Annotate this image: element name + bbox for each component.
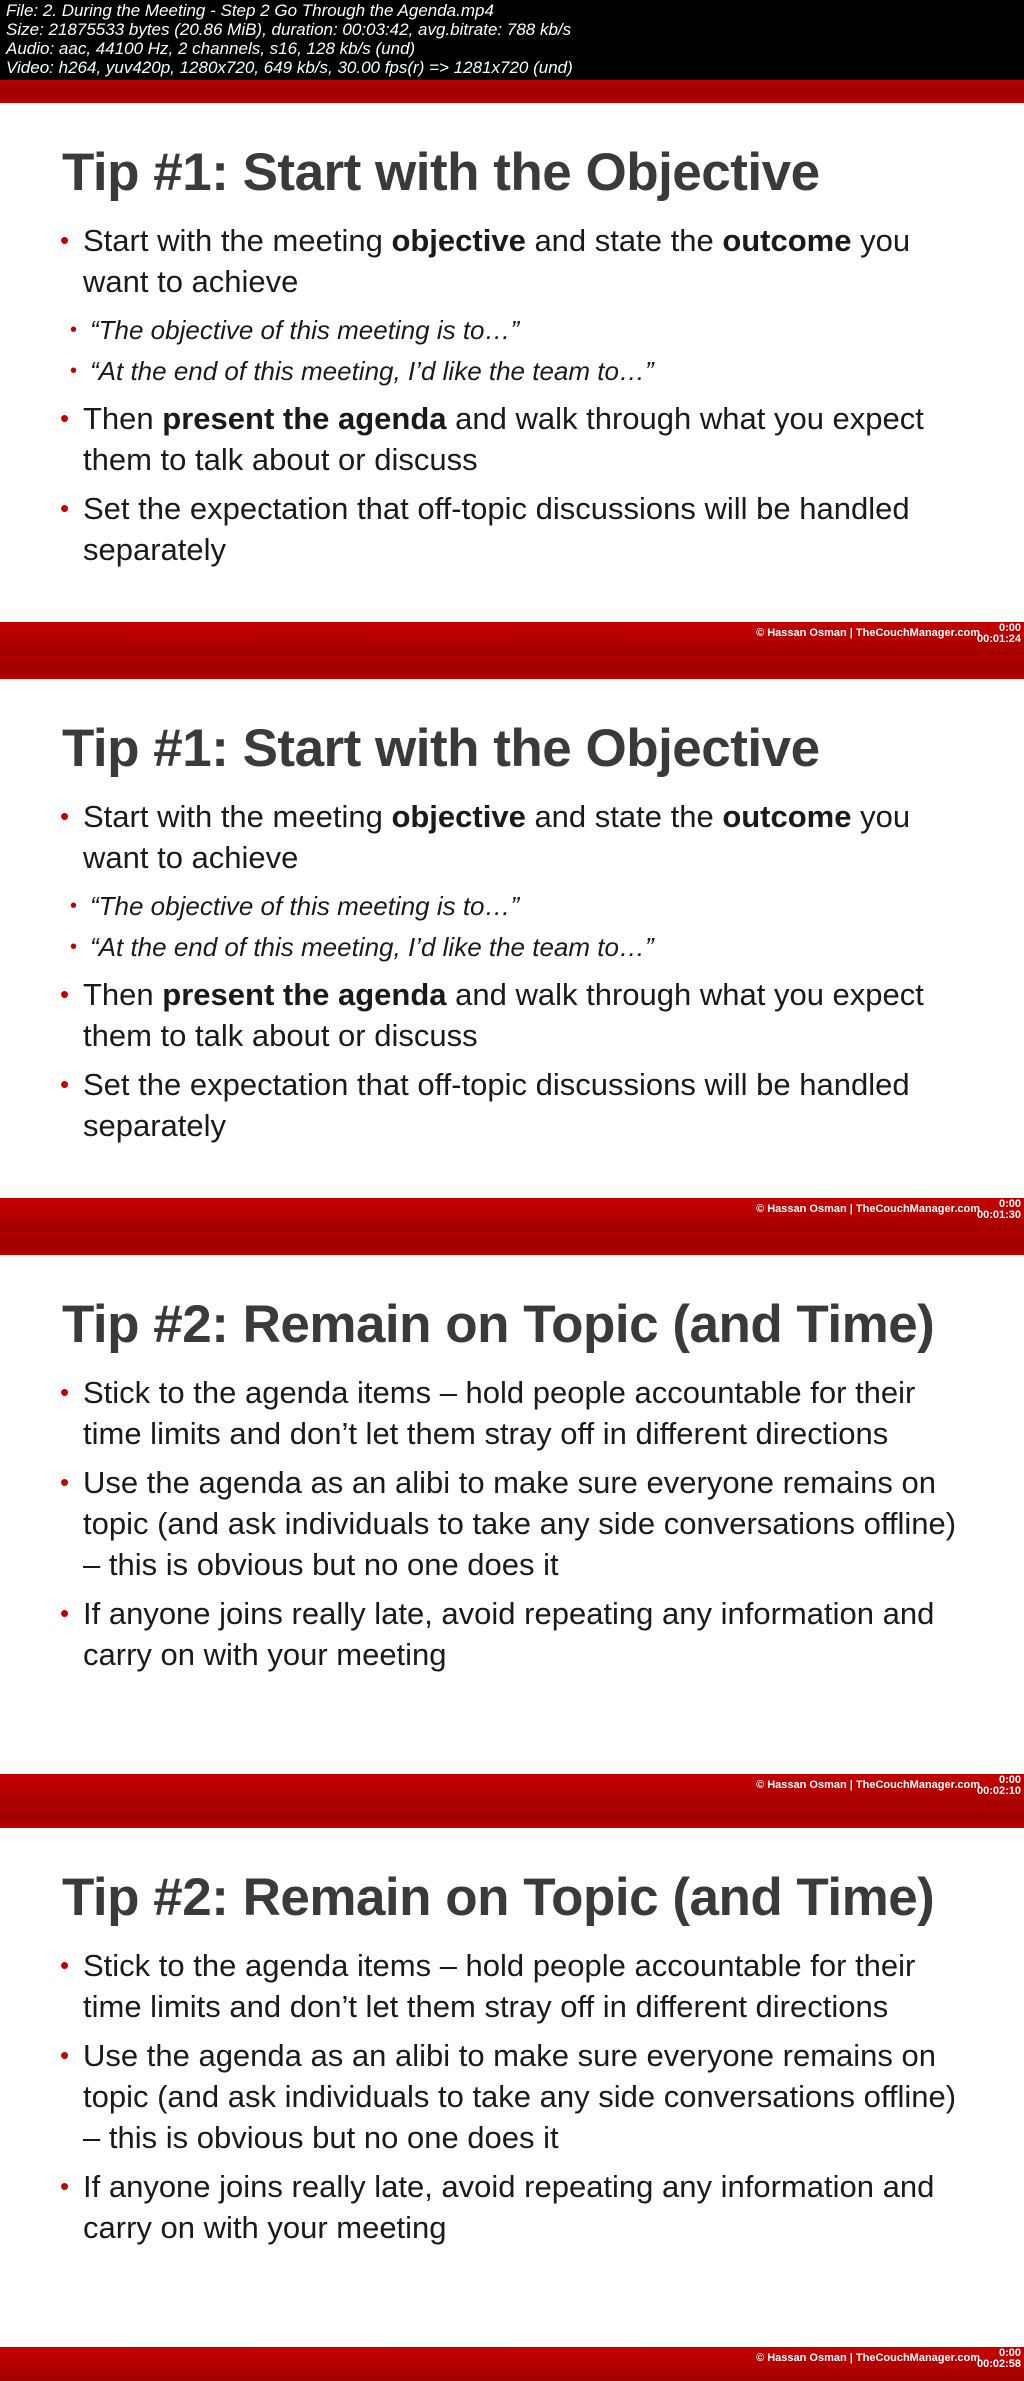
bullet-list [60, 796, 980, 1154]
slide-title: Tip #2: Remain on Topic (and Time) [62, 1868, 935, 1927]
bullet-emphasis: outcome [722, 223, 852, 258]
bullet-item [60, 398, 980, 480]
timestamp [977, 623, 1021, 645]
bullet-item: • If anyone joins really late, avoid repeating any information and carry on with your meeting [60, 1593, 980, 1675]
bullet-item [60, 220, 980, 302]
timestamp-top: 0:00 [998, 1774, 1021, 1786]
sub-bullet-list [60, 886, 980, 968]
timestamp-bottom: 00:01:30 [976, 1209, 1021, 1221]
timestamp [977, 1775, 1021, 1797]
bullet-text: and state the [525, 223, 723, 258]
slide-frame-1 [0, 80, 1024, 656]
video-info-header [0, 0, 1024, 80]
timestamp-bottom: 00:01:24 [976, 633, 1021, 645]
timestamp-top: 0:00 [998, 2347, 1021, 2359]
bullet-emphasis: objective [391, 799, 526, 834]
bullet-list [60, 220, 980, 578]
video-info-video: Video: h264, yuv420p, 1280x720, 649 kb/s, 30.00 fps(r) => 1281x720 (und) [6, 58, 573, 77]
slide-top-bar [0, 1805, 1024, 1828]
slide-top-bar [0, 656, 1024, 679]
bullet-item: • Set the expectation that off-topic discussions will be handled separately [60, 1064, 980, 1146]
bullet-list [60, 1372, 980, 1683]
slide-top-bar [0, 1232, 1024, 1255]
slide-footer-bar [0, 2347, 1024, 2381]
video-info-audio: Audio: aac, 44100 Hz, 2 channels, s16, 128 kb/s (und) [6, 39, 416, 58]
slide-frame-2 [0, 656, 1024, 1232]
sub-bullet-item: • “The objective of this meeting is to…” [60, 310, 980, 351]
timestamp-bottom: 00:02:58 [976, 2358, 1021, 2370]
bullet-item: • Stick to the agenda items – hold people accountable for their time limits and don’t let them stray off in different directions [60, 1945, 980, 2027]
slide-title: Tip #1: Start with the Objective [62, 143, 820, 202]
video-info-size: Size: 21875533 bytes (20.86 MiB), duration: 00:03:42, avg.bitrate: 788 kb/s [6, 20, 572, 39]
slide-title: Tip #2: Remain on Topic (and Time) [62, 1295, 935, 1354]
bullet-emphasis: present the agenda [162, 977, 447, 1012]
timestamp-bottom: 00:02:10 [976, 1785, 1021, 1797]
bullet-text: you want to achieve [83, 799, 911, 875]
bullet-text: Start with the meeting [83, 223, 392, 258]
video-info-file: File: 2. During the Meeting - Step 2 Go Through the Agenda.mp4 [6, 1, 494, 20]
timestamp [977, 1199, 1021, 1221]
bullet-emphasis: objective [391, 223, 526, 258]
bullet-text: you want to achieve [83, 223, 911, 299]
bullet-item [60, 796, 980, 878]
timestamp-top: 0:00 [998, 1198, 1021, 1210]
bullet-item: • Set the expectation that off-topic discussions will be handled separately [60, 488, 980, 570]
slide-footer-bar [0, 1198, 1024, 1232]
copyright-text: © Hassan Osman | TheCouchManager.com [756, 1779, 980, 1791]
bullet-item: • Use the agenda as an alibi to make sure everyone remains on topic (and ask individuals to take any side conversations offline) – this is obvious but no one does it [60, 1462, 980, 1585]
bullet-text: and state the [525, 799, 723, 834]
bullet-item: • If anyone joins really late, avoid repeating any information and carry on with your meeting [60, 2166, 980, 2248]
bullet-emphasis: outcome [722, 799, 852, 834]
bullet-item: • Use the agenda as an alibi to make sure everyone remains on topic (and ask individuals to take any side conversations offline) – this is obvious but no one does it [60, 2035, 980, 2158]
bullet-emphasis: present the agenda [162, 401, 447, 436]
copyright-text: © Hassan Osman | TheCouchManager.com [756, 627, 980, 639]
bullet-list [60, 1945, 980, 2256]
bullet-item: • Stick to the agenda items – hold people accountable for their time limits and don’t let them stray off in different directions [60, 1372, 980, 1454]
slide-title: Tip #1: Start with the Objective [62, 719, 820, 778]
slide-frame-3 [0, 1232, 1024, 1808]
bullet-text: and walk through what you expect them to talk about or discuss [83, 977, 924, 1053]
timestamp [977, 2348, 1021, 2370]
bullet-text: Then [83, 401, 163, 436]
bullet-text: Then [83, 977, 163, 1012]
bullet-text: Start with the meeting [83, 799, 392, 834]
timestamp-top: 0:00 [998, 622, 1021, 634]
sub-bullet-list [60, 310, 980, 392]
slide-top-bar [0, 80, 1024, 103]
sub-bullet-item: • “At the end of this meeting, I’d like the team to…” [60, 351, 980, 392]
copyright-text: © Hassan Osman | TheCouchManager.com [756, 1203, 980, 1215]
slide-frame-4 [0, 1805, 1024, 2381]
slide-footer-bar [0, 1774, 1024, 1808]
slide-footer-bar [0, 622, 1024, 656]
copyright-text: © Hassan Osman | TheCouchManager.com [756, 2352, 980, 2364]
bullet-text: and walk through what you expect them to talk about or discuss [83, 401, 924, 477]
sub-bullet-item: • “At the end of this meeting, I’d like the team to…” [60, 927, 980, 968]
bullet-item [60, 974, 980, 1056]
sub-bullet-item: • “The objective of this meeting is to…” [60, 886, 980, 927]
